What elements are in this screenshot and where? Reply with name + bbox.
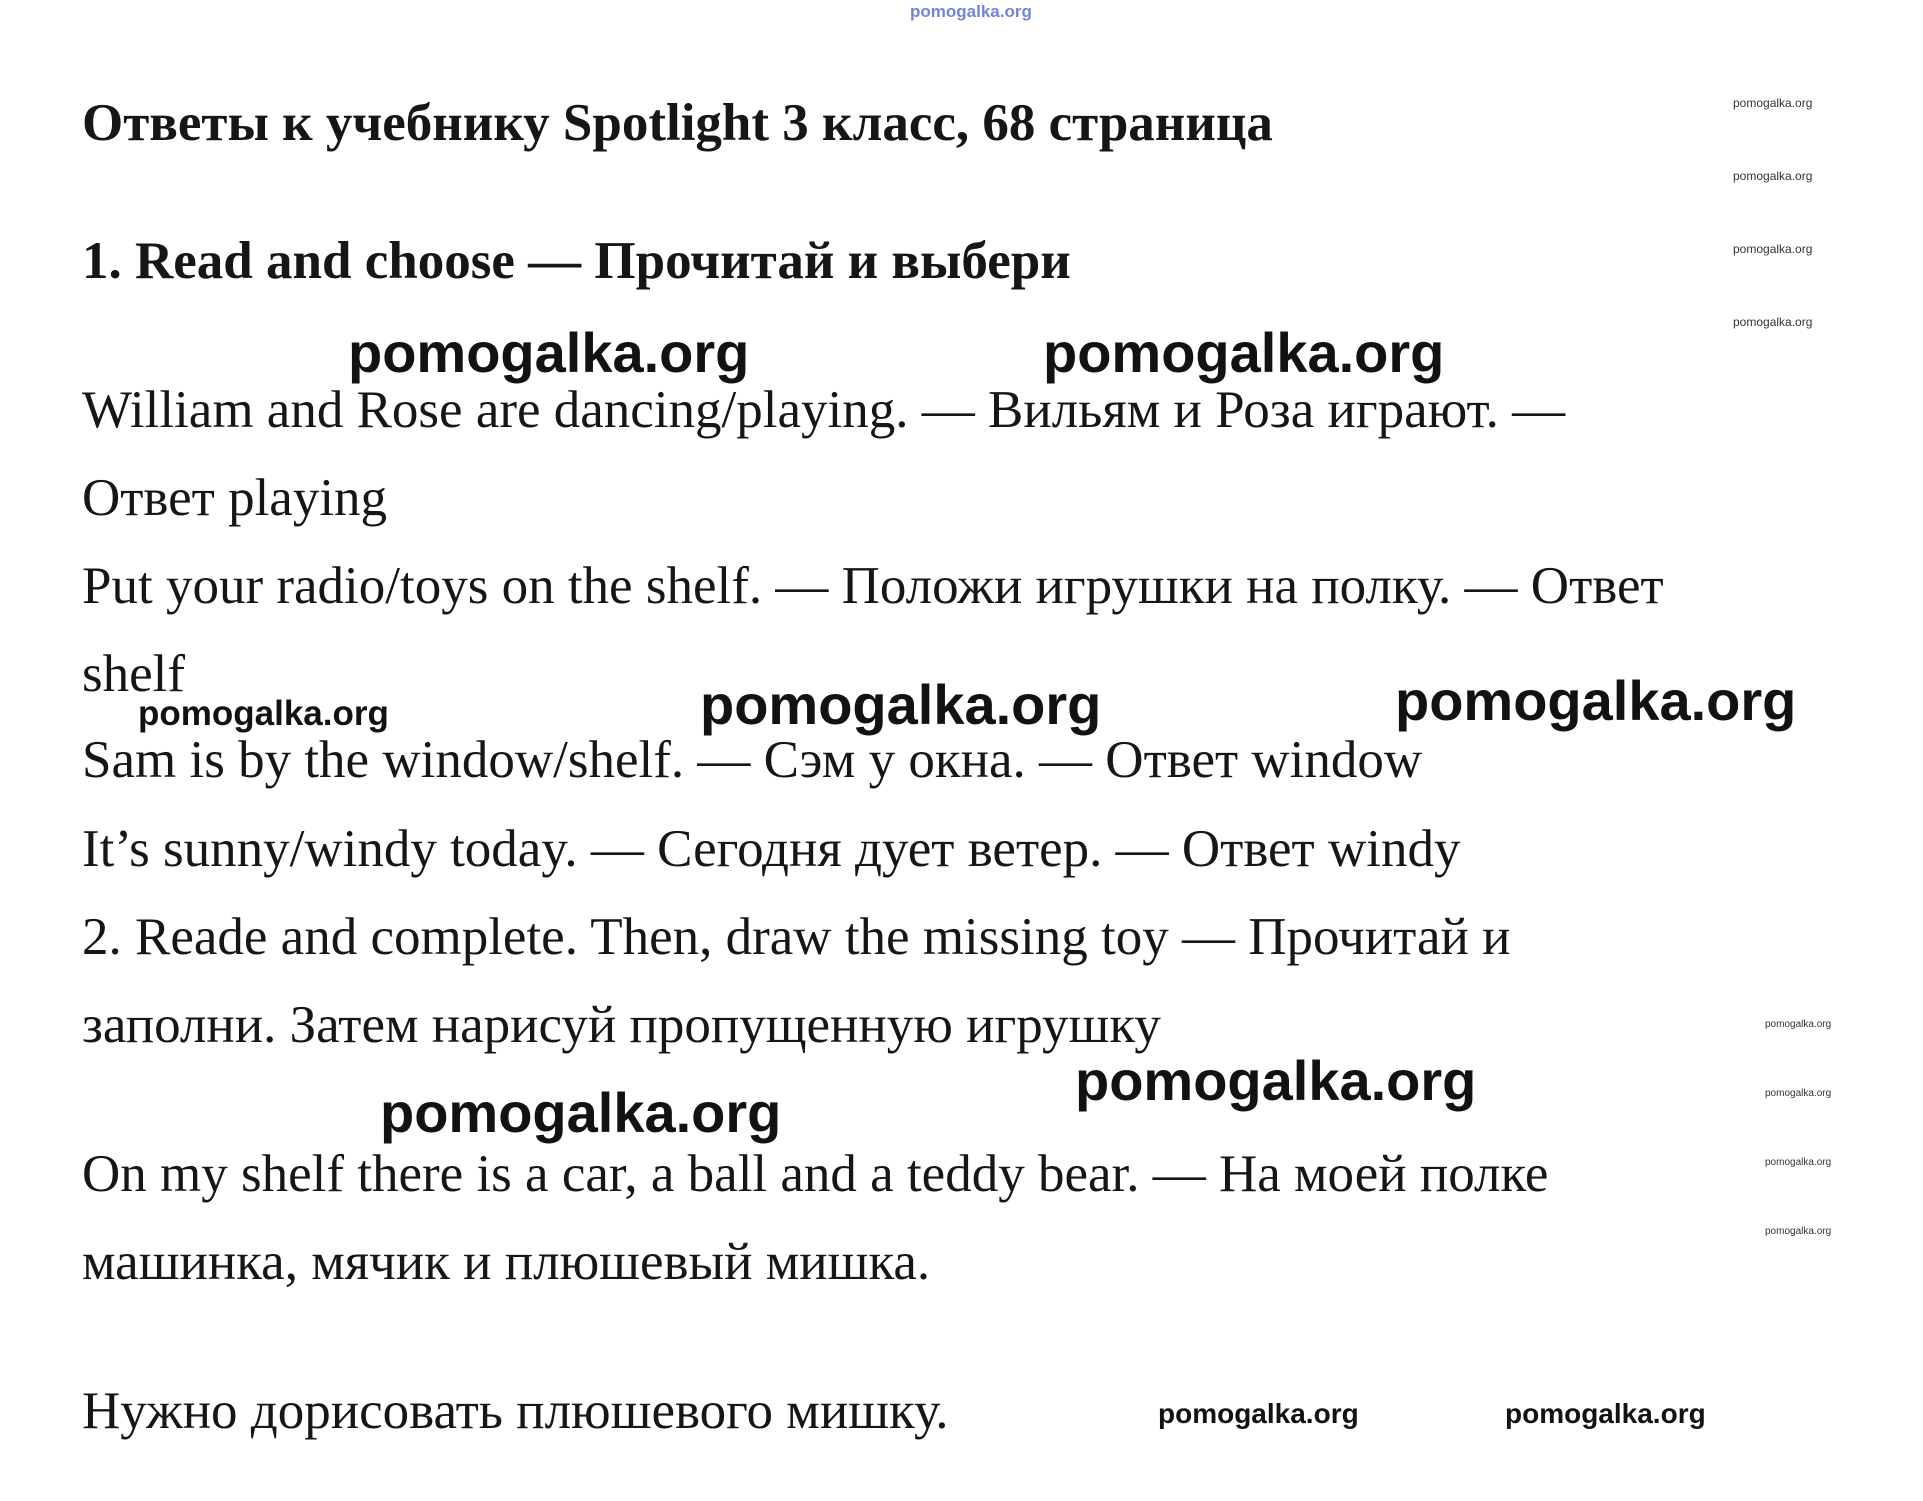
- answer-line: Put your radio/toys on the shelf. — Положи игрушки на полку. — Ответ: [82, 557, 1664, 615]
- section-heading: 1. Read and choose — Прочитай и выбери: [82, 232, 1071, 290]
- watermark: pomogalka.org: [1043, 321, 1445, 384]
- answer-line: William and Rose are dancing/playing. — Вильям и Роза играют. —: [82, 381, 1566, 439]
- watermark: pomogalka.org: [1733, 315, 1813, 329]
- watermark: pomogalka.org: [1765, 1088, 1832, 1099]
- answer-line: Ответ playing: [82, 469, 388, 527]
- page-title: Ответы к учебнику Spotlight 3 класс, 68 страница: [82, 94, 1273, 152]
- watermark: pomogalka.org: [1395, 669, 1797, 732]
- watermark: pomogalka.org: [1765, 1157, 1832, 1168]
- answer-line: It’s sunny/windy today. — Сегодня дует ветер. — Ответ windy: [82, 820, 1461, 878]
- answer-line: Нужно дорисовать плюшевого мишку.: [82, 1382, 949, 1440]
- watermark: pomogalka.org: [380, 1081, 782, 1144]
- answer-line: Sam is by the window/shelf. — Сэм у окна. — Ответ window: [82, 731, 1423, 789]
- answer-line: shelf: [82, 645, 186, 703]
- watermark: pomogalka.org: [1733, 242, 1813, 256]
- watermark: pomogalka.org: [1733, 96, 1813, 110]
- watermark: pomogalka.org: [1733, 169, 1813, 183]
- watermark: pomogalka.org: [1158, 1398, 1359, 1429]
- section-heading: 2. Reade and complete. Then, draw the missing toy — Прочитай и: [82, 908, 1511, 966]
- answer-line: машинка, мячик и плюшевый мишка.: [82, 1233, 931, 1291]
- watermark: pomogalka.org: [1765, 1019, 1832, 1030]
- section-heading-cont: заполни. Затем нарисуй пропущенную игрушку: [82, 996, 1161, 1054]
- watermark: pomogalka.org: [348, 321, 750, 384]
- watermark: pomogalka.org: [1765, 1226, 1832, 1237]
- watermark: pomogalka.org: [1505, 1398, 1706, 1429]
- watermark: pomogalka.org: [700, 673, 1102, 736]
- watermark: pomogalka.org: [138, 694, 389, 733]
- watermark: pomogalka.org: [910, 2, 1032, 21]
- watermark: pomogalka.org: [1075, 1049, 1477, 1112]
- answer-line: On my shelf there is a car, a ball and a teddy bear. — На моей полке: [82, 1145, 1549, 1203]
